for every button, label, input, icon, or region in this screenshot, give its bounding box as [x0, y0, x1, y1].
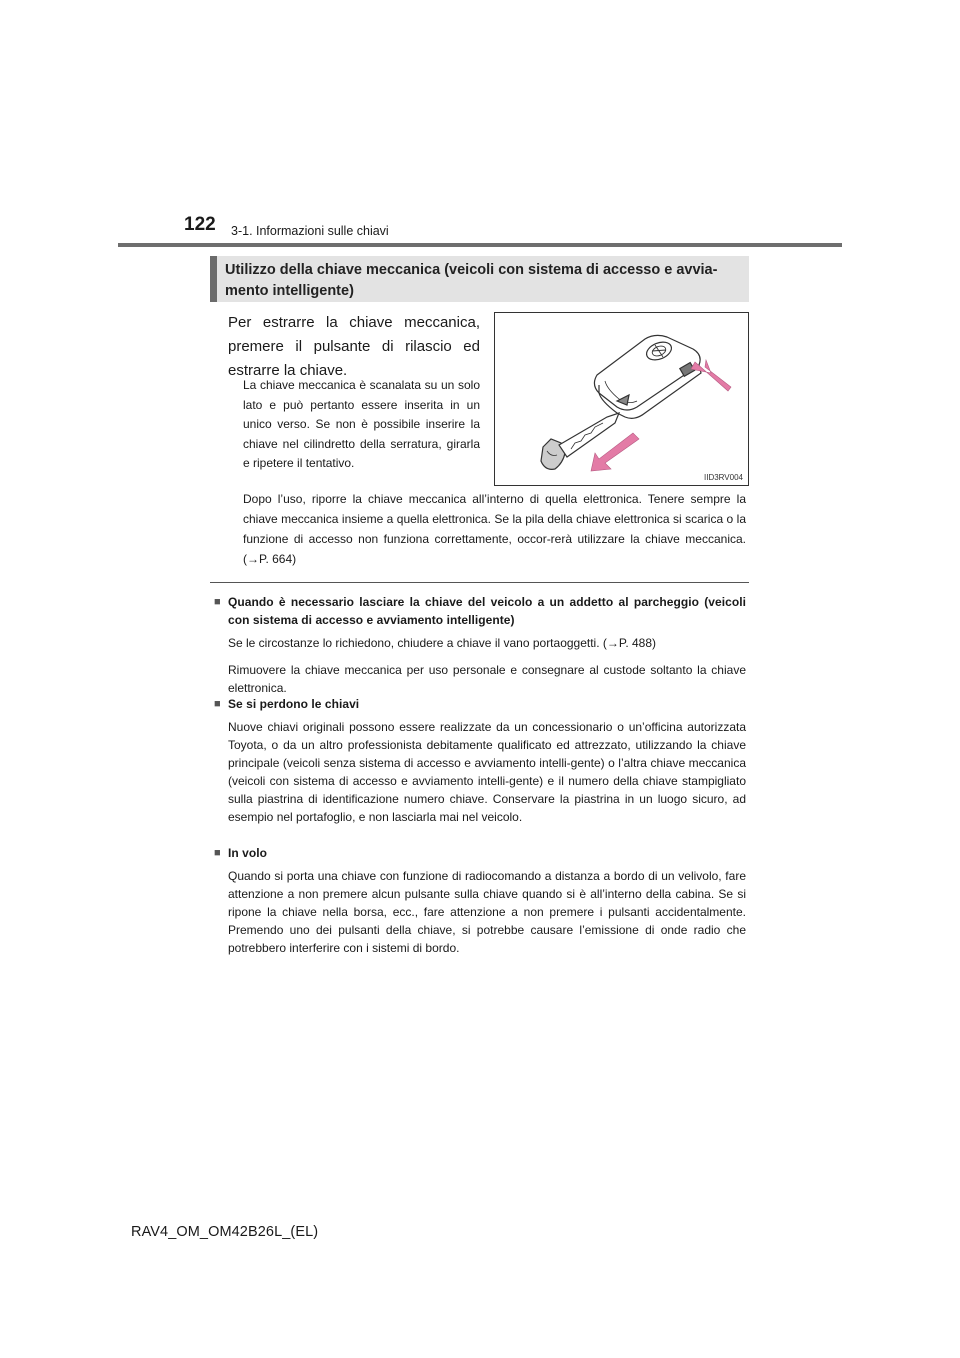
info-paragraph: Se le circostanze lo richiedono, chiudere a chiave il vano portaoggetti. (→P. 488): [228, 636, 657, 650]
info-title: Se si perdono le chiavi: [228, 697, 360, 711]
info-lost-keys: [214, 695, 746, 826]
section-divider: [210, 582, 749, 583]
note-key-groove: La chiave meccanica è scanalata su un solo lato e può pertanto essere inserita in un unico verso. Se non è possibile inserire la chiave nel cilindretto della serratura, girarla e ripetere il tentativo.: [243, 378, 480, 470]
info-title: In volo: [228, 846, 268, 860]
header-rule: [118, 243, 842, 247]
electronic-key-icon: [594, 335, 701, 418]
extract-arrow-icon: [591, 433, 639, 471]
banner-title: Utilizzo della chiave meccanica (veicoli con sistema di accesso e avvia-mento intelligente): [225, 262, 718, 299]
info-title: Quando è necessario lasciare la chiave del veicolo a un addetto al parcheggio (veicoli con sistema di accesso e avviamento intelligente): [228, 595, 746, 627]
info-in-flight: [214, 844, 746, 957]
section-title: 3-1. Informazioni sulle chiavi: [231, 224, 389, 238]
intro-instruction: Per estrarre la chiave meccanica, premere il pulsante di rilascio ed estrarre la chiave.: [228, 314, 480, 379]
info-paragraph: Rimuovere la chiave meccanica per uso personale e consegnare al custode soltanto la chiave elettronica.: [228, 663, 746, 695]
page-number: 122: [184, 214, 216, 235]
square-bullet-icon: ■: [214, 596, 221, 608]
note-after-use: Dopo l’uso, riporre la chiave meccanica all’interno di quella elettronica. Tenere sempre la chiave meccanica insieme a quella elettronica. Se la pila della chiave elettronica si scarica o la funzione di accesso non funziona correttamente, occor-rerà utilizzare la chiave meccanica. (→P. 664): [243, 492, 746, 566]
info-paragraph: Nuove chiavi originali possono essere realizzate da un concessionario o un’officina autorizzata Toyota, o da un altro professionista debitamente qualificato ed attrezzato, utilizzando la chiave principale (veicoli senza sistema di accesso e avviamento intelli-gente) o l’altra chiave meccanica (veicoli con sistema di accesso e avviamento intelli-gente) e il numero della chiave stampigliato sulla piastrina di identificazione numero chiave. Conservare la piastrina in un luogo sicuro, ad esempio nel portafoglio, e non lasciarla mai nel veicolo.: [228, 720, 746, 824]
figure-code: IID3RV004: [704, 473, 743, 482]
banner-accent-bar: [210, 256, 217, 302]
key-illustration: [494, 312, 749, 486]
info-paragraph: Quando si porta una chiave con funzione di radiocomando a distanza a bordo di un velivolo, fare attenzione a non premere alcun pulsante sulla chiave quando si è all’interno della cabina. Se si ripone la chiave nella borsa, ecc., fare attenzione a non premere i pulsanti accidentalmente. Premendo uno dei pulsanti della chiave, si potrebbe causare l’emissione di onde radio che potrebbero interferire con i sistemi di bordo.: [228, 869, 746, 955]
info-valet: [214, 593, 746, 697]
square-bullet-icon: ■: [214, 698, 221, 710]
key-illustration-drawing: [495, 313, 748, 485]
topic-banner: [210, 256, 749, 302]
square-bullet-icon: ■: [214, 847, 221, 859]
manual-code-footer: RAV4_OM_OM42B26L_(EL): [131, 1224, 319, 1240]
